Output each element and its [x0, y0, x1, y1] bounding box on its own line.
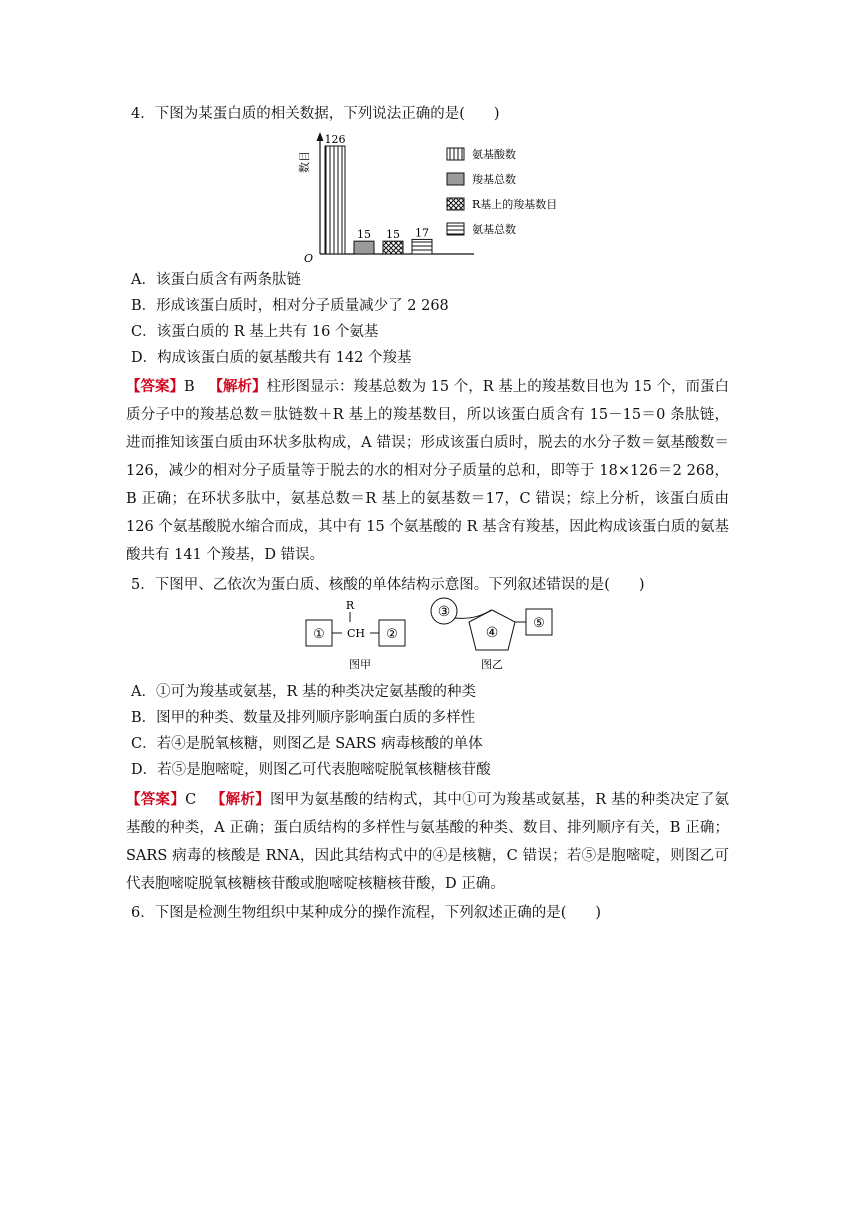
q4-option-d: D．构成该蛋白质的氨基酸共有 142 个羧基	[131, 350, 412, 366]
q6-stem: 6．下图是检测生物组织中某种成分的操作流程，下列叙述正确的是( )	[131, 905, 602, 921]
r-label: R	[345, 599, 355, 612]
legend-label-2: 羧基总数	[472, 173, 516, 186]
y-axis-arrow-icon	[317, 132, 324, 141]
figure-b-caption: 图乙	[481, 658, 503, 671]
legend-label-3: R基上的羧基数目	[472, 198, 558, 211]
q4-option-c: C．该蛋白质的 R 基上共有 16 个氨基	[131, 324, 379, 340]
analysis-tag: 【解析】	[208, 378, 267, 395]
q4-analysis: 柱形图显示：羧基总数为 15 个，R 基上的羧基数目也为 15 个，而蛋白质分子中的羧基总数＝肽链数＋R 基上的羧基数目，所以该蛋白质含有 15－15＝0 条肽链，进而推知该蛋白质由环状多肽构成，A 错误；形成该蛋白质时，脱去的水分子数＝氨基酸数＝126，减少的相对分子质量等于脱去的水的相对分子质量的总和，即等于 18×126＝2 268，B 正确；在环状多肽中，氨基总数＝R 基上的氨基数＝17，C 错误；综上分析，该蛋白质由 126 个氨基酸脱水缩合而成，其中有 15 个氨基酸的 R 基含有羧基，因此构成该蛋白质的氨基酸共有 141 个羧基，D 错误。	[126, 379, 729, 563]
q5-option-a: A．①可为羧基或氨基，R 基的种类决定氨基酸的种类	[131, 684, 476, 700]
q5-figure-b	[424, 594, 560, 674]
bar-2	[354, 241, 374, 254]
q4-stem: 4．下图为某蛋白质的相关数据，下列说法正确的是( )	[131, 106, 500, 122]
bar-1	[325, 146, 345, 254]
bar-value-label-1: 126	[324, 133, 346, 146]
box-1-label: ①	[313, 627, 325, 642]
q4-option-a: A．该蛋白质含有两条肽链	[131, 272, 301, 288]
q5-answer: C	[185, 792, 197, 808]
legend-swatch-1	[447, 148, 464, 160]
bar-4	[412, 239, 432, 254]
q5-answer-block	[126, 786, 729, 898]
bar-3	[383, 241, 403, 254]
bar-value-label-3: 15	[386, 228, 400, 242]
q5-option-c: C．若④是脱氧核糖，则图乙是 SARS 病毒核酸的单体	[131, 736, 483, 752]
box-5-label: ⑤	[533, 616, 545, 631]
pentagon-4-label: ④	[485, 625, 499, 641]
answer-tag: 【答案】	[126, 791, 186, 808]
q4-bar-chart	[296, 128, 576, 264]
analysis-tag: 【解析】	[210, 791, 271, 808]
legend-swatch-2	[447, 173, 464, 185]
q4-answer: B	[184, 379, 195, 395]
legend-label-1: 氨基酸数	[472, 148, 516, 161]
legend-swatch-3	[447, 198, 464, 210]
legend-label-4: 氨基总数	[472, 223, 516, 236]
q4-option-b: B．形成该蛋白质时，相对分子质量减少了 2 268	[131, 298, 449, 314]
figure-a-caption: 图甲	[349, 658, 371, 671]
legend-swatch-4	[447, 223, 464, 235]
q5-analysis: 图甲为氨基酸的结构式，其中①可为羧基或氨基，R 基的种类决定了氨基酸的种类，A 正确；蛋白质结构的多样性与氨基酸的种类、数目、排列顺序有关，B 正确；SARS 病毒的核酸是 RNA，因此其结构式中的④是核糖，C 错误；若⑤是胞嘧啶，则图乙可代表胞嘧啶脱氧核糖核苷酸或胞嘧啶核糖核苷酸，D 正确。	[126, 792, 729, 892]
bar-value-label-4: 17	[415, 226, 429, 240]
q5-option-d: D．若⑤是胞嘧啶，则图乙可代表胞嘧啶脱氧核糖核苷酸	[131, 762, 491, 778]
q5-stem: 5．下图甲、乙依次为蛋白质、核酸的单体结构示意图。下列叙述错误的是( )	[131, 577, 645, 593]
y-axis-label: 数目	[298, 151, 311, 173]
q5-option-b: B．图甲的种类、数量及排列顺序影响蛋白质的多样性	[131, 710, 476, 726]
origin-label: O	[304, 252, 314, 264]
q4-answer-block	[126, 373, 729, 569]
ch-label: CH	[346, 627, 366, 640]
bar-value-label-2: 15	[357, 228, 371, 242]
box-2-label: ②	[386, 627, 398, 642]
q5-figure-a	[300, 594, 416, 674]
answer-tag: 【答案】	[126, 378, 185, 395]
circle-3-label: ③	[437, 604, 451, 620]
